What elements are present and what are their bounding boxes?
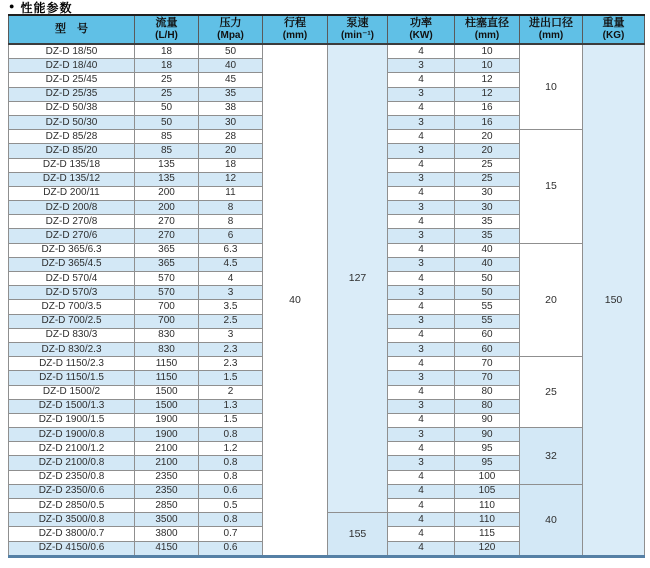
plunger-cell: 80: [455, 385, 520, 399]
model-cell: DZ-D 18/50: [9, 44, 135, 59]
plunger-cell: 80: [455, 399, 520, 413]
power-cell: 4: [388, 484, 455, 498]
power-cell: 4: [388, 101, 455, 115]
flow-cell: 570: [135, 286, 199, 300]
power-cell: 3: [388, 428, 455, 442]
power-cell: 4: [388, 130, 455, 144]
speed-cell: 127: [328, 44, 388, 513]
flow-cell: 50: [135, 101, 199, 115]
flow-cell: 3500: [135, 513, 199, 527]
flow-cell: 200: [135, 201, 199, 215]
flow-cell: 570: [135, 272, 199, 286]
flow-cell: 2350: [135, 484, 199, 498]
flow-cell: 200: [135, 186, 199, 200]
plunger-cell: 95: [455, 442, 520, 456]
flow-cell: 50: [135, 115, 199, 129]
model-cell: DZ-D 270/8: [9, 215, 135, 229]
plunger-cell: 40: [455, 243, 520, 257]
model-cell: DZ-D 50/30: [9, 115, 135, 129]
power-cell: 4: [388, 541, 455, 556]
flow-cell: 270: [135, 215, 199, 229]
pressure-cell: 0.8: [199, 470, 263, 484]
plunger-cell: 60: [455, 328, 520, 342]
plunger-cell: 110: [455, 499, 520, 513]
flow-cell: 2100: [135, 456, 199, 470]
pressure-cell: 11: [199, 186, 263, 200]
flow-cell: 830: [135, 328, 199, 342]
column-header-flow: 流量 (L/H): [135, 15, 199, 44]
plunger-cell: 16: [455, 101, 520, 115]
plunger-cell: 105: [455, 484, 520, 498]
pressure-cell: 2.3: [199, 342, 263, 356]
plunger-cell: 55: [455, 314, 520, 328]
table-row: [9, 44, 645, 59]
model-cell: DZ-D 135/12: [9, 172, 135, 186]
power-cell: 4: [388, 44, 455, 59]
column-header-stroke: 行程 (mm): [263, 15, 328, 44]
power-cell: 3: [388, 87, 455, 101]
flow-cell: 135: [135, 158, 199, 172]
model-cell: DZ-D 25/35: [9, 87, 135, 101]
port-cell: 20: [520, 243, 583, 357]
pressure-cell: 4.5: [199, 257, 263, 271]
model-cell: DZ-D 2350/0.6: [9, 484, 135, 498]
column-header-plunger: 柱塞直径 (mm): [455, 15, 520, 44]
flow-cell: 1150: [135, 357, 199, 371]
power-cell: 4: [388, 513, 455, 527]
flow-cell: 2850: [135, 499, 199, 513]
power-cell: 4: [388, 272, 455, 286]
pressure-cell: 3: [199, 328, 263, 342]
plunger-cell: 100: [455, 470, 520, 484]
model-cell: DZ-D 570/4: [9, 272, 135, 286]
pressure-cell: 3: [199, 286, 263, 300]
pressure-cell: 0.8: [199, 513, 263, 527]
plunger-cell: 120: [455, 541, 520, 556]
power-cell: 4: [388, 300, 455, 314]
flow-cell: 85: [135, 144, 199, 158]
plunger-cell: 10: [455, 44, 520, 59]
model-cell: DZ-D 2100/0.8: [9, 456, 135, 470]
pressure-cell: 1.5: [199, 371, 263, 385]
plunger-cell: 70: [455, 371, 520, 385]
column-header-model: 型 号: [9, 15, 135, 44]
pressure-cell: 1.5: [199, 413, 263, 427]
model-cell: DZ-D 365/6.3: [9, 243, 135, 257]
flow-cell: 18: [135, 59, 199, 73]
port-cell: 10: [520, 44, 583, 130]
pressure-cell: 50: [199, 44, 263, 59]
spec-table: [8, 14, 645, 558]
pressure-cell: 38: [199, 101, 263, 115]
model-cell: DZ-D 200/11: [9, 186, 135, 200]
pressure-cell: 0.6: [199, 541, 263, 556]
pressure-cell: 0.5: [199, 499, 263, 513]
pressure-cell: 0.6: [199, 484, 263, 498]
power-cell: 4: [388, 243, 455, 257]
power-cell: 4: [388, 357, 455, 371]
power-cell: 4: [388, 215, 455, 229]
plunger-cell: 40: [455, 257, 520, 271]
power-cell: 3: [388, 399, 455, 413]
plunger-cell: 20: [455, 144, 520, 158]
flow-cell: 365: [135, 243, 199, 257]
model-cell: DZ-D 1150/1.5: [9, 371, 135, 385]
stroke-cell: 40: [263, 44, 328, 556]
column-header-pressure: 压力 (Mpa): [199, 15, 263, 44]
plunger-cell: 115: [455, 527, 520, 541]
plunger-cell: 55: [455, 300, 520, 314]
power-cell: 4: [388, 73, 455, 87]
flow-cell: 135: [135, 172, 199, 186]
model-cell: DZ-D 1150/2.3: [9, 357, 135, 371]
flow-cell: 4150: [135, 541, 199, 556]
plunger-cell: 25: [455, 172, 520, 186]
flow-cell: 3800: [135, 527, 199, 541]
pressure-cell: 3.5: [199, 300, 263, 314]
plunger-cell: 60: [455, 342, 520, 356]
power-cell: 4: [388, 527, 455, 541]
pressure-cell: 6: [199, 229, 263, 243]
page-title: [9, 0, 72, 14]
power-cell: 3: [388, 201, 455, 215]
power-cell: 4: [388, 158, 455, 172]
plunger-cell: 90: [455, 428, 520, 442]
power-cell: 3: [388, 229, 455, 243]
pressure-cell: 40: [199, 59, 263, 73]
pressure-cell: 45: [199, 73, 263, 87]
plunger-cell: 95: [455, 456, 520, 470]
power-cell: 3: [388, 115, 455, 129]
plunger-cell: 20: [455, 130, 520, 144]
header-row: [9, 15, 645, 44]
model-cell: DZ-D 270/6: [9, 229, 135, 243]
power-cell: 4: [388, 328, 455, 342]
model-cell: DZ-D 570/3: [9, 286, 135, 300]
power-cell: 4: [388, 413, 455, 427]
bullet-icon: ●: [9, 0, 16, 11]
pressure-cell: 28: [199, 130, 263, 144]
port-cell: 40: [520, 484, 583, 556]
pressure-cell: 18: [199, 158, 263, 172]
plunger-cell: 30: [455, 186, 520, 200]
power-cell: 4: [388, 186, 455, 200]
page-title-text: 性能参数: [20, 0, 73, 15]
power-cell: 3: [388, 172, 455, 186]
pressure-cell: 2: [199, 385, 263, 399]
pressure-cell: 0.8: [199, 456, 263, 470]
pressure-cell: 0.8: [199, 428, 263, 442]
model-cell: DZ-D 85/28: [9, 130, 135, 144]
flow-cell: 25: [135, 73, 199, 87]
table-body: [9, 44, 645, 556]
flow-cell: 85: [135, 130, 199, 144]
flow-cell: 1500: [135, 385, 199, 399]
pressure-cell: 30: [199, 115, 263, 129]
model-cell: DZ-D 2850/0.5: [9, 499, 135, 513]
plunger-cell: 90: [455, 413, 520, 427]
model-cell: DZ-D 1500/2: [9, 385, 135, 399]
pressure-cell: 0.7: [199, 527, 263, 541]
weight-cell: 150: [583, 44, 645, 556]
pressure-cell: 12: [199, 172, 263, 186]
model-cell: DZ-D 2100/1.2: [9, 442, 135, 456]
model-cell: DZ-D 1900/0.8: [9, 428, 135, 442]
table-header: [9, 15, 645, 44]
column-header-speed: 泵速 (min⁻¹): [328, 15, 388, 44]
plunger-cell: 70: [455, 357, 520, 371]
model-cell: DZ-D 700/2.5: [9, 314, 135, 328]
model-cell: DZ-D 1500/1.3: [9, 399, 135, 413]
flow-cell: 1900: [135, 428, 199, 442]
power-cell: 4: [388, 499, 455, 513]
flow-cell: 830: [135, 342, 199, 356]
power-cell: 3: [388, 257, 455, 271]
model-cell: DZ-D 2350/0.8: [9, 470, 135, 484]
model-cell: DZ-D 25/45: [9, 73, 135, 87]
power-cell: 4: [388, 385, 455, 399]
power-cell: 4: [388, 442, 455, 456]
model-cell: DZ-D 18/40: [9, 59, 135, 73]
pressure-cell: 6.3: [199, 243, 263, 257]
flow-cell: 18: [135, 44, 199, 59]
flow-cell: 1500: [135, 399, 199, 413]
power-cell: 3: [388, 456, 455, 470]
pressure-cell: 2.3: [199, 357, 263, 371]
pressure-cell: 20: [199, 144, 263, 158]
model-cell: DZ-D 365/4.5: [9, 257, 135, 271]
port-cell: 25: [520, 357, 583, 428]
model-cell: DZ-D 830/2.3: [9, 342, 135, 356]
flow-cell: 1900: [135, 413, 199, 427]
pressure-cell: 8: [199, 201, 263, 215]
flow-cell: 1150: [135, 371, 199, 385]
model-cell: DZ-D 3800/0.7: [9, 527, 135, 541]
model-cell: DZ-D 135/18: [9, 158, 135, 172]
power-cell: 3: [388, 286, 455, 300]
model-cell: DZ-D 200/8: [9, 201, 135, 215]
pressure-cell: 1.3: [199, 399, 263, 413]
pressure-cell: 35: [199, 87, 263, 101]
flow-cell: 25: [135, 87, 199, 101]
plunger-cell: 110: [455, 513, 520, 527]
plunger-cell: 10: [455, 59, 520, 73]
column-header-port: 进出口径 (mm): [520, 15, 583, 44]
plunger-cell: 12: [455, 73, 520, 87]
model-cell: DZ-D 700/3.5: [9, 300, 135, 314]
pressure-cell: 2.5: [199, 314, 263, 328]
flow-cell: 2100: [135, 442, 199, 456]
model-cell: DZ-D 1900/1.5: [9, 413, 135, 427]
plunger-cell: 25: [455, 158, 520, 172]
plunger-cell: 50: [455, 286, 520, 300]
plunger-cell: 12: [455, 87, 520, 101]
pressure-cell: 1.2: [199, 442, 263, 456]
flow-cell: 700: [135, 314, 199, 328]
power-cell: 4: [388, 470, 455, 484]
column-header-weight: 重量 (KG): [583, 15, 645, 44]
flow-cell: 365: [135, 257, 199, 271]
flow-cell: 2350: [135, 470, 199, 484]
flow-cell: 700: [135, 300, 199, 314]
model-cell: DZ-D 50/38: [9, 101, 135, 115]
port-cell: 15: [520, 130, 583, 244]
model-cell: DZ-D 3500/0.8: [9, 513, 135, 527]
power-cell: 3: [388, 371, 455, 385]
power-cell: 3: [388, 314, 455, 328]
plunger-cell: 35: [455, 229, 520, 243]
port-cell: 32: [520, 428, 583, 485]
model-cell: DZ-D 85/20: [9, 144, 135, 158]
power-cell: 3: [388, 59, 455, 73]
power-cell: 3: [388, 144, 455, 158]
plunger-cell: 30: [455, 201, 520, 215]
model-cell: DZ-D 830/3: [9, 328, 135, 342]
plunger-cell: 50: [455, 272, 520, 286]
model-cell: DZ-D 4150/0.6: [9, 541, 135, 556]
speed-cell: 155: [328, 513, 388, 557]
power-cell: 3: [388, 342, 455, 356]
pressure-cell: 8: [199, 215, 263, 229]
plunger-cell: 35: [455, 215, 520, 229]
column-header-power: 功率 (KW): [388, 15, 455, 44]
pressure-cell: 4: [199, 272, 263, 286]
flow-cell: 270: [135, 229, 199, 243]
plunger-cell: 16: [455, 115, 520, 129]
